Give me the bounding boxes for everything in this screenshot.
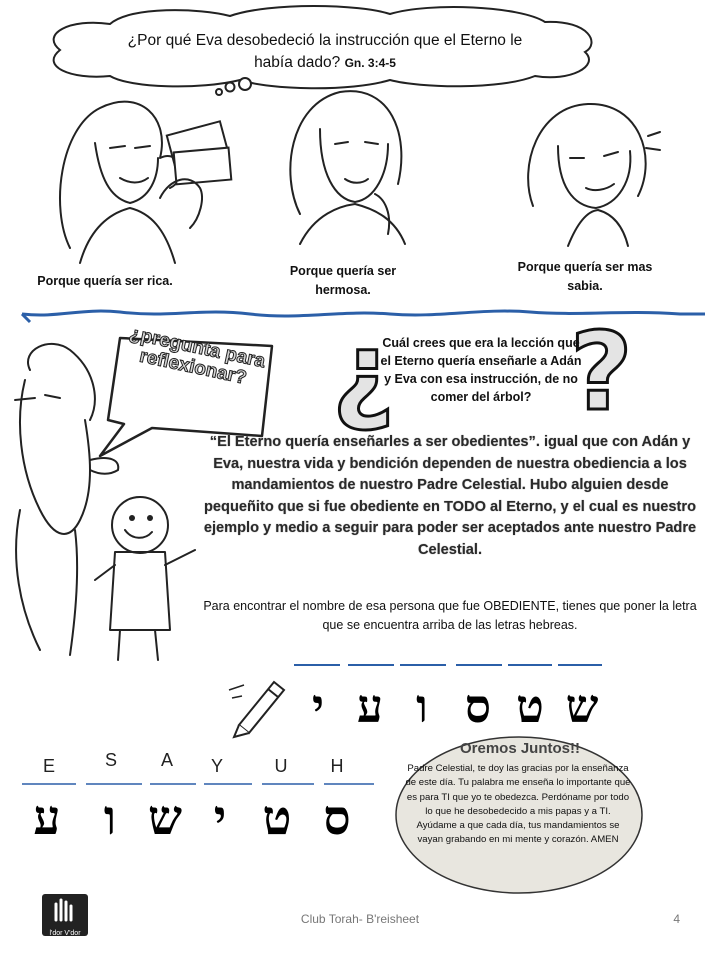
key-hebrew-letter: י	[213, 790, 227, 846]
puzzle-instruction: Para encontrar el nombre de esa persona que fue OBEDIENTE, tienes que poner la letra que se encuentra arriba de las letras hebreas.	[203, 599, 697, 632]
answer-hebrew-letter: ט	[516, 679, 544, 733]
key-hebrew-letter: ו	[103, 790, 117, 846]
close-question-mark: ?	[570, 310, 633, 435]
open-question-mark: ¿	[332, 310, 395, 435]
lesson-question: Cuál crees que era la lección que el Eterno quería enseñarle a Adán y Eva con esa instrucción, de no comer del árbol?	[380, 336, 582, 404]
reflection-bubble-text: ¿pregunta para reflexionar?	[127, 323, 268, 389]
logo-text: l'dor V'dor	[49, 930, 81, 937]
key-latin-letter: H	[330, 756, 344, 776]
option-wise-caption: Porque quería ser mas sabia.	[517, 260, 653, 293]
page-number: 4	[673, 912, 680, 926]
woman-wise-illustration	[518, 96, 668, 256]
prayer-title: Oremos Juntos!!	[459, 740, 580, 757]
answer-hebrew-letter: ס	[464, 679, 492, 733]
page-title	[120, 30, 530, 74]
footer-title: Club Torah- B'reisheet	[300, 912, 420, 926]
prayer-text: Padre Celestial, te doy las gracias por la enseñanza de este día. Tu palabra me enseña lo importante que es para TI que yo te obedezca. Perdóname por todo lo que he desobedecido a mis papas y a TI. Ayúdame a que cada día, tus mandamientos se vayan grabando en mi mente y corazón. AMEN	[405, 763, 631, 846]
woman-rich-illustration	[40, 88, 240, 268]
option-beautiful-caption: Porque quería ser hermosa.	[289, 264, 397, 297]
key-latin-letter: E	[42, 756, 55, 776]
key-latin-letter: Y	[210, 756, 223, 776]
title-question: ¿Por qué Eva desobedeció la instrucción que el Eterno le había dado?	[127, 32, 523, 71]
key-hebrew-letter: ס	[323, 790, 351, 846]
answer-hebrew-letter: ש	[565, 679, 599, 733]
pencil-icon	[224, 670, 294, 740]
option-rich-caption: Porque quería ser rica.	[37, 274, 173, 288]
hands-icon	[42, 894, 88, 924]
key-hebrew-letter: ט	[262, 790, 292, 846]
answer-hebrew-letter: י	[311, 679, 325, 733]
key-latin-letter: A	[160, 750, 173, 770]
key-hebrew-letter: ש	[148, 790, 182, 846]
answer-blanks	[280, 660, 620, 670]
ldor-vdor-logo	[42, 894, 88, 936]
key-latin-letter: S	[104, 750, 117, 770]
answer-hebrew-letter: ו	[416, 679, 428, 733]
answer-hebrew-letter: ע	[356, 679, 384, 733]
scripture-reference: Gn. 3:4-5	[344, 56, 396, 70]
answer-paragraph: “El Eterno quería enseñarles a ser obedientes”. igual que con Adán y Eva, nuestra vida y bendición dependen de nuestra obediencia a los mandamientos de nuestro Padre Celestial. Hubo alguien desde pequeñito que si fue obediente en TODO al Eterno, y el cual es nuestro ejemplo y medio a seguir para poder ser aceptados ante nuestro Padre Celestial.	[203, 434, 697, 558]
woman-beautiful-illustration	[280, 84, 420, 249]
key-hebrew-letter: ע	[33, 790, 61, 846]
key-latin-letter: U	[274, 756, 288, 776]
